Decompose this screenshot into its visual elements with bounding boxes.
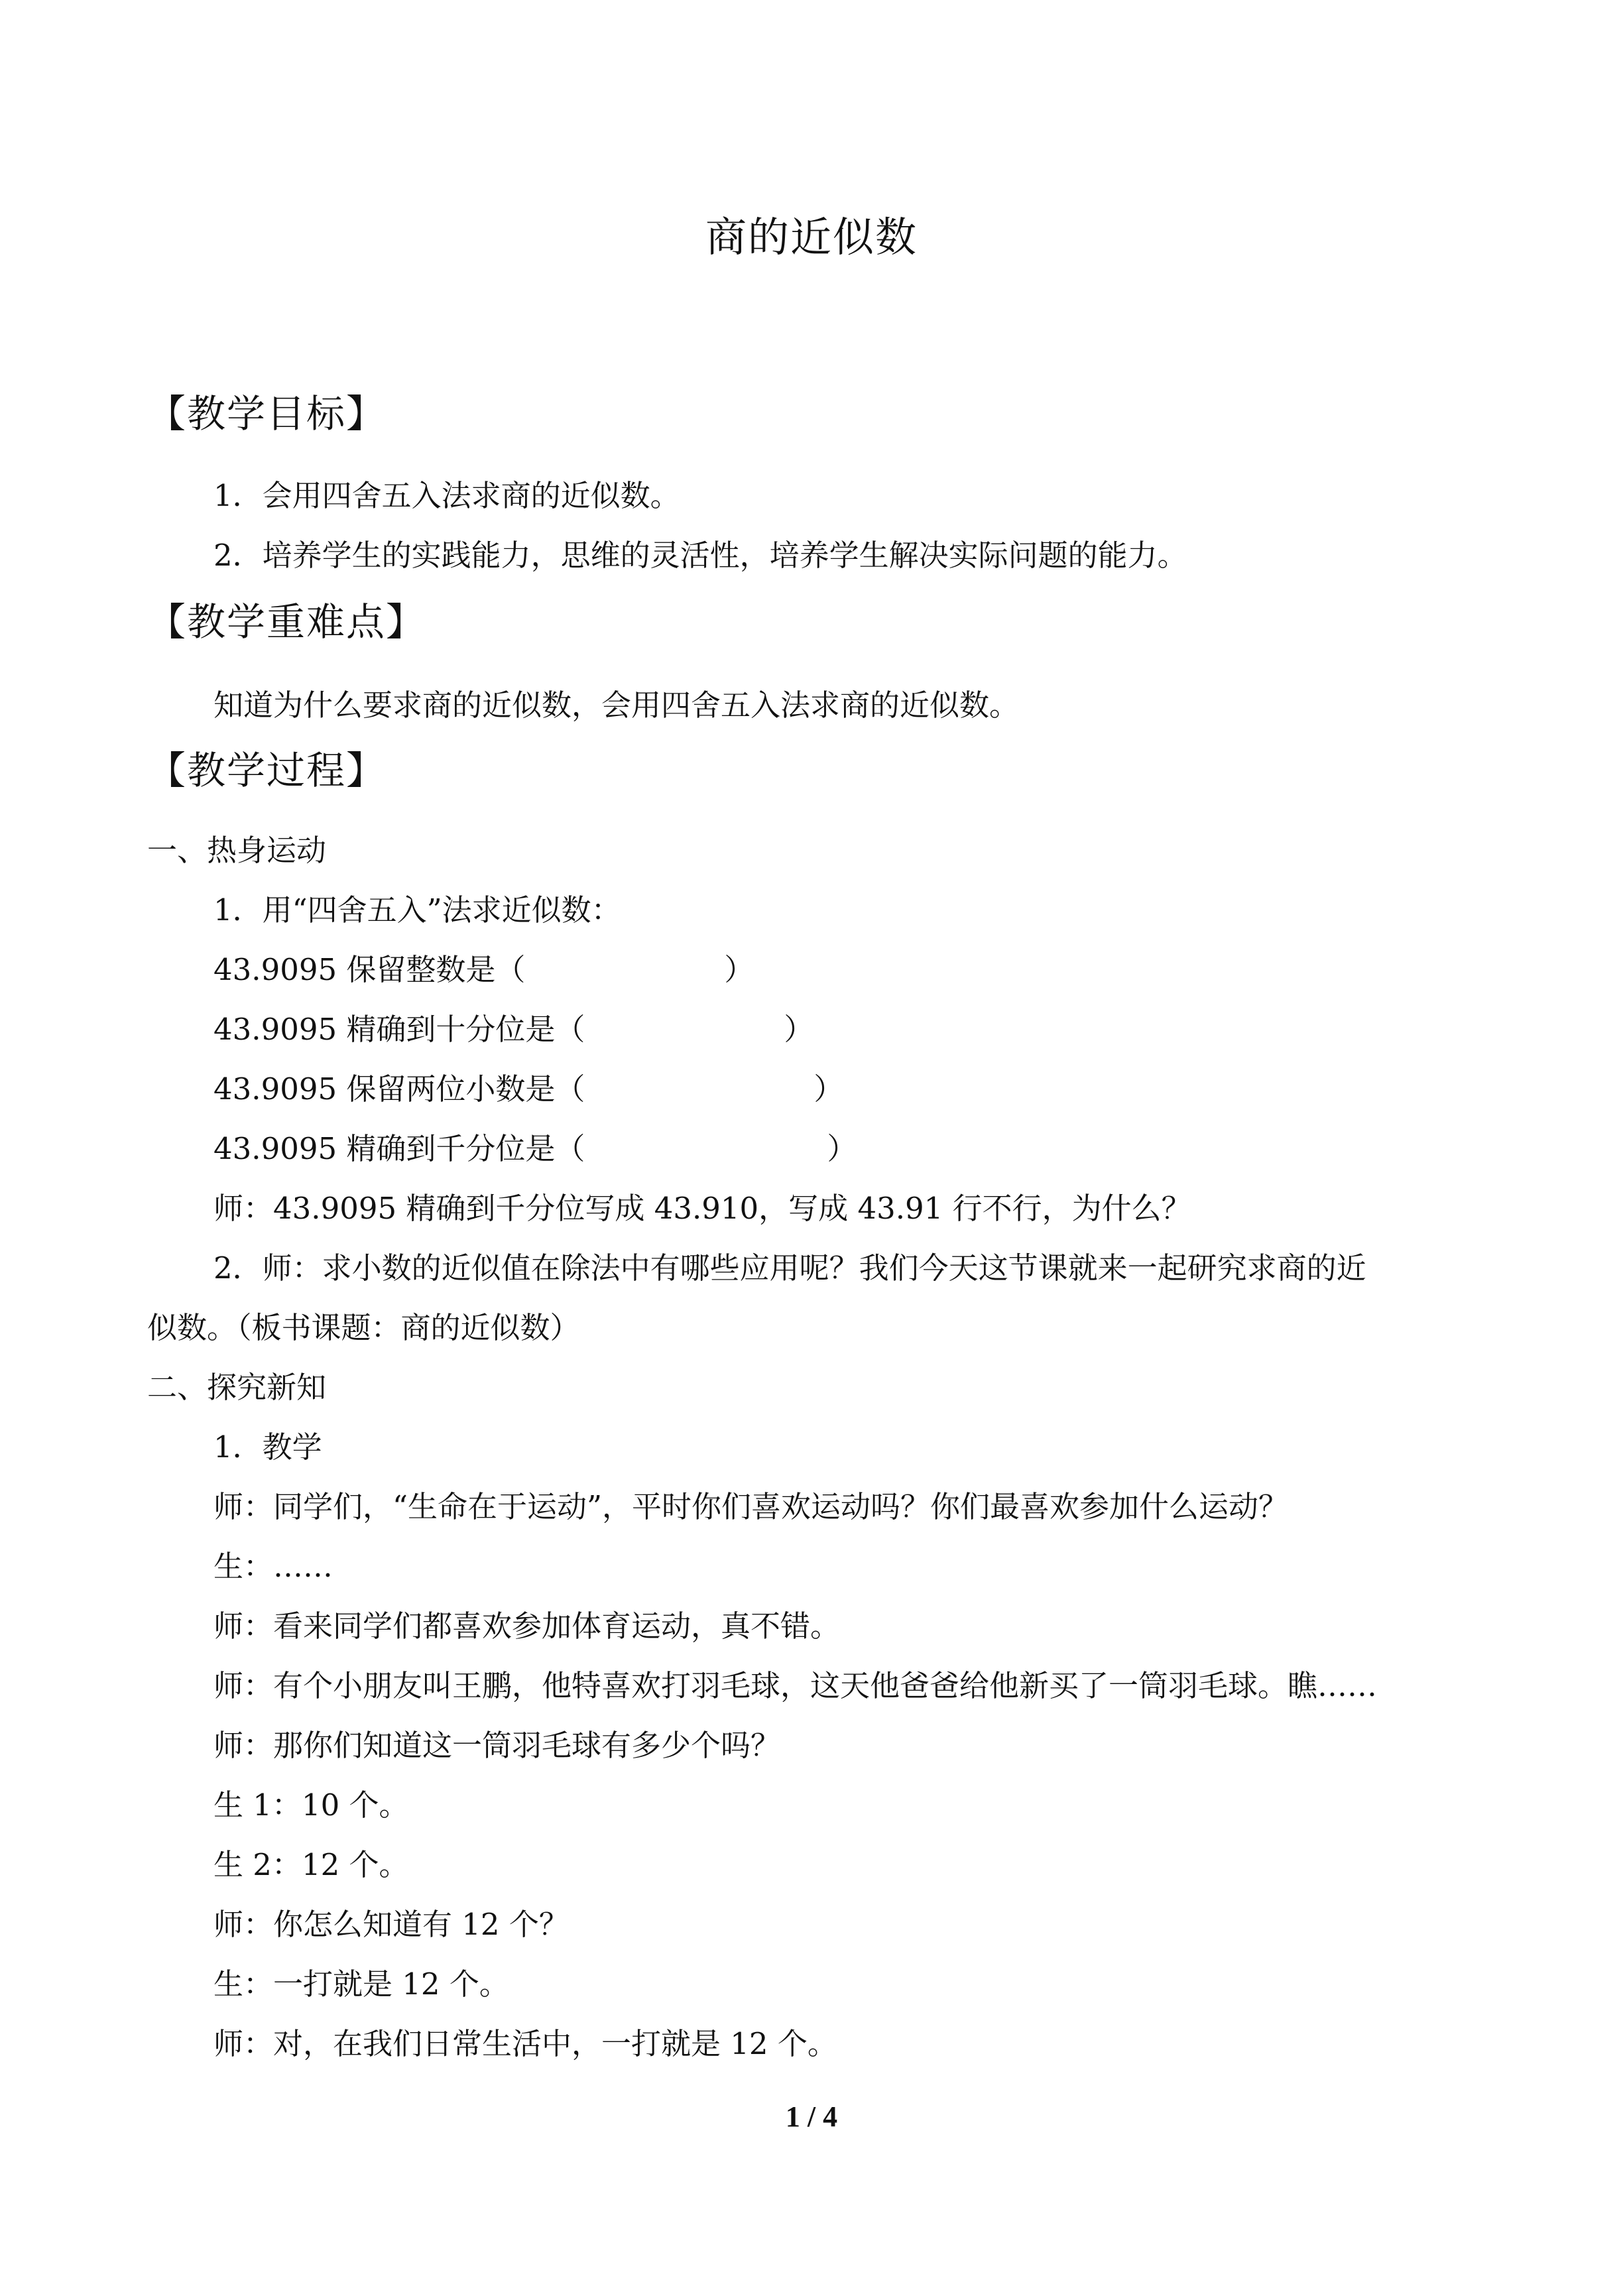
exercise-item [213, 950, 754, 990]
dialogue-line: 师：有个小朋友叫王鹏，他特喜欢打羽毛球，这天他爸爸给他新买了一筒羽毛球。瞧…… [213, 1668, 1378, 1703]
heading-key-points: 【教学重难点】 [147, 599, 426, 644]
exercise-text: 43.9095 保留两位小数是（ [213, 1071, 585, 1107]
heading-objectives: 【教学目标】 [147, 391, 387, 436]
exercise-text: 43.9095 保留整数是（ [213, 952, 526, 987]
dialogue-line: 生：…… [213, 1549, 333, 1584]
exercise-item [213, 1010, 813, 1050]
dialogue-line: 师：你怎么知道有 12 个？ [213, 1907, 569, 1942]
exercise-close: ） [813, 1071, 844, 1107]
paragraph-line: 2．师：求小数的近似值在除法中有哪些应用呢？我们今天这节课就来一起研究求商的近 [213, 1250, 1366, 1286]
teacher-question: 师：43.9095 精确到千分位写成 43.910，写成 43.91 行不行，为什么？ [213, 1191, 1191, 1226]
document-title: 商的近似数 [705, 213, 918, 261]
objective-item: 2．培养学生的实践能力，思维的灵活性，培养学生解决实际问题的能力。 [213, 538, 1187, 573]
section-heading: 一、热身运动 [147, 833, 327, 868]
objective-item: 1．会用四舍五入法求商的近似数。 [213, 478, 680, 513]
dialogue-line: 生 2：12 个。 [213, 1847, 409, 1882]
heading-process: 【教学过程】 [147, 748, 387, 793]
page-number: 1 / 4 [785, 2100, 838, 2133]
exercise-item [213, 1129, 857, 1169]
paragraph-line: 似数。（板书课题：商的近似数） [147, 1310, 580, 1345]
exercise-item [213, 1069, 843, 1109]
dialogue-line: 师：看来同学们都喜欢参加体育运动，真不错。 [213, 1608, 841, 1644]
exercise-text: 43.9095 精确到十分位是（ [213, 1012, 585, 1047]
exercise-close: ） [827, 1131, 857, 1166]
exercise-text: 43.9095 精确到千分位是（ [213, 1131, 585, 1166]
section-heading: 二、探究新知 [147, 1370, 327, 1405]
dialogue-line: 生 1：10 个。 [213, 1787, 409, 1823]
dialogue-line: 生：一打就是 12 个。 [213, 1966, 509, 2002]
key-points-text: 知道为什么要求商的近似数，会用四舍五入法求商的近似数。 [213, 688, 1020, 723]
dialogue-line: 师：对，在我们日常生活中，一打就是 12 个。 [213, 2026, 837, 2061]
dialogue-line: 1．教学 [213, 1429, 322, 1465]
dialogue-line: 师：那你们知道这一筒羽毛球有多少个吗？ [213, 1728, 781, 1763]
exercise-close: ） [724, 952, 754, 987]
exercise-prompt: 1．用“四舍五入”法求近似数： [213, 892, 621, 928]
dialogue-line: 师：同学们，“生命在于运动”，平时你们喜欢运动吗？你们最喜欢参加什么运动？ [213, 1489, 1289, 1524]
exercise-close: ） [784, 1012, 814, 1047]
